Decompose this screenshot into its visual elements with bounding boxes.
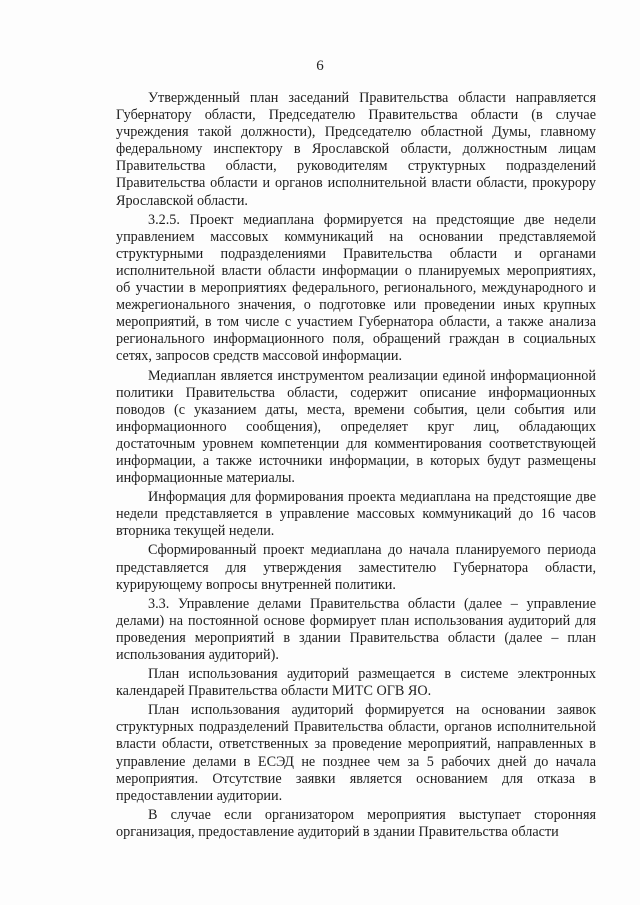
paragraph-auditorium-calendar: План использования аудиторий размещается в системе электронных календарей Правительства области МИТС ОГВ ЯО. (116, 666, 596, 700)
paragraph-mediaplan-deadline: Информация для формирования проекта медиаплана на предстоящие две недели представляется в управление массовых коммуникаций до 16 часов вторника текущей недели. (116, 489, 596, 540)
paragraph-mediaplan-approval: Сформированный проект медиаплана до начала планируемого периода представляется для утверждения заместителю Губернатора области, курирующему вопросы внутренней политики. (116, 542, 596, 593)
paragraph-mediaplan-definition: Медиаплан является инструментом реализации единой информационной политики Правительства области, содержит описание информационных поводов (с указанием даты, места, времени события, цели события или информационного сообщения), определяет круг лиц, обладающих достаточным уровнем компетенции для комментирования соответствующей информации, а также источники информации, в которых будут размещены информационные материалы. (116, 367, 596, 487)
paragraph-3-2-5: 3.2.5. Проект медиаплана формируется на предстоящие две недели управлением массовых коммуникаций на основании представляемой структурными подразделениями Правительства области и органами исполнительной власти области информации о планируемых мероприятиях, об участии в мероприятиях федерального, регионального, международного и межрегионального значения, о подготовке или проведении иных крупных мероприятий, в том числе с участием Губернатора области, а также анализа регионального информационного поля, обращений граждан в социальных сетях, запросов средств массовой информации. (116, 211, 596, 365)
paragraph-third-party: В случае если организатором мероприятия выступает сторонняя организация, предоставление аудиторий в здании Правительства области (116, 806, 596, 840)
paragraph-auditorium-requests: План использования аудиторий формируется на основании заявок структурных подразделений Правительства области, органов исполнительной власти области, ответственных за проведение мероприятий, направленных в управление делами в ЕСЭД не позднее чем за 5 рабочих дней до начала мероприятия. Отсутствие заявки является основанием для отказа в предоставлении аудитории. (116, 702, 596, 804)
document-body (116, 90, 596, 843)
paragraph-3-3: 3.3. Управление делами Правительства области (далее – управление делами) на постоянной основе формирует план использования аудиторий для проведения мероприятий в здании Правительства области (далее – план использования аудиторий). (116, 595, 596, 663)
page-number: 6 (316, 58, 324, 74)
paragraph-plan-distribution: Утвержденный план заседаний Правительства области направляется Губернатору области, Председателю Правительства области (в случае учреждения такой должности), Председателю областной Думы, главному федеральному инспектору в Ярославской области, должностным лицам Правительства области, руководителям структурных подразделений Правительства области и органов исполнительной власти области, прокурору Ярославской области. (116, 90, 596, 209)
